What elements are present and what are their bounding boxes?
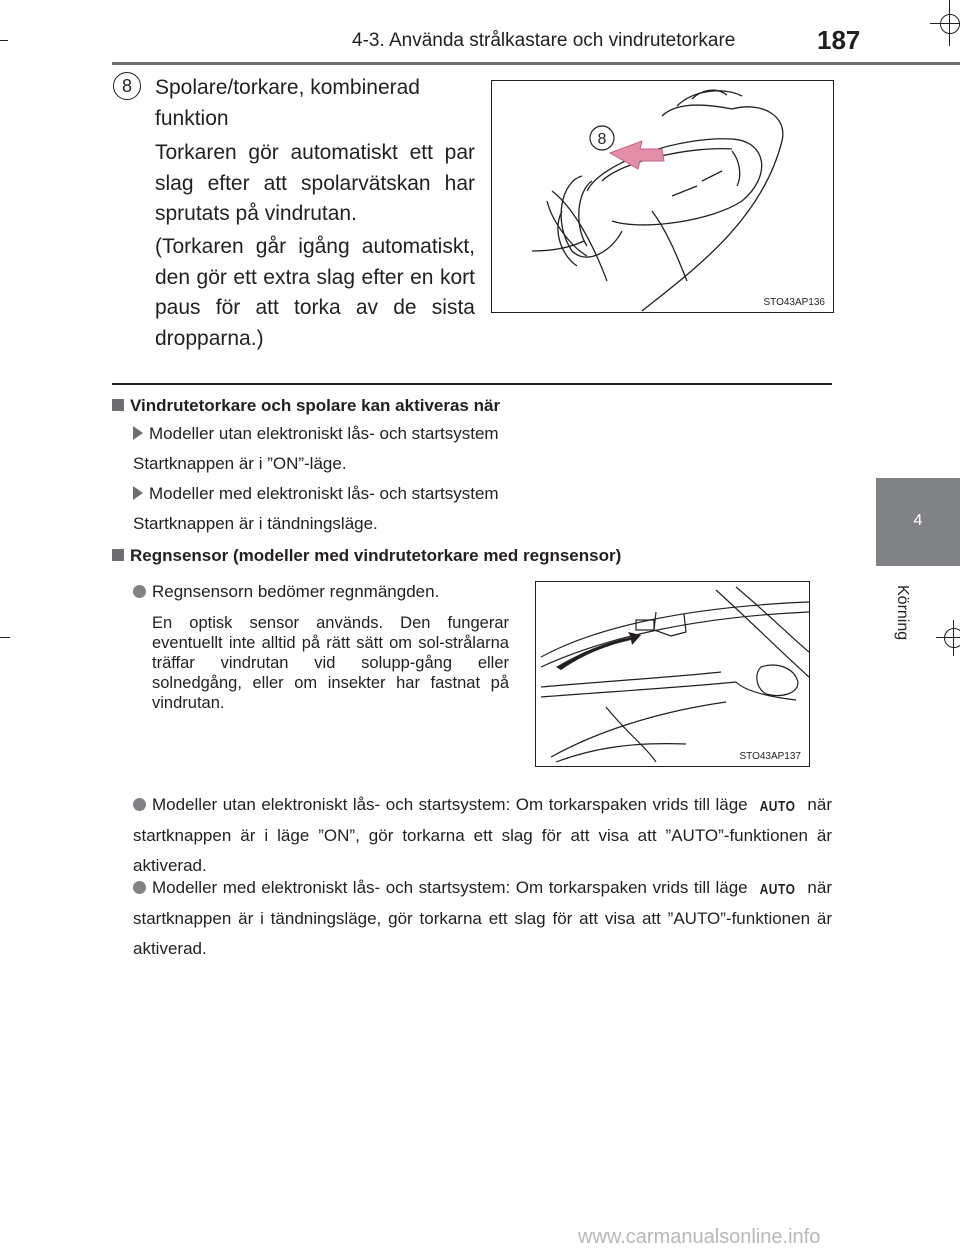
figure-wiper-lever bbox=[491, 80, 834, 313]
section-heading-text: Vindrutetorkare och spolare kan aktiveras när bbox=[130, 396, 501, 415]
crop-mark bbox=[953, 620, 954, 656]
circle-bullet-icon bbox=[133, 585, 146, 598]
list-item-text: Modeller utan elektroniskt lås- och startsystem bbox=[149, 424, 499, 443]
watermark: www.carmanualsonline.info bbox=[578, 1226, 821, 1248]
bullet-body: En optisk sensor används. Den fungerar eventuellt inte alltid på rätt sätt om sol-strålarna träffar vindrutan vid solupp-gång eller solnedgång, eller om insekter har fastnat på vindrutan. bbox=[152, 614, 509, 712]
windshield-illustration bbox=[536, 582, 809, 766]
page-number: 187 bbox=[817, 25, 861, 55]
registration-mark bbox=[940, 14, 960, 34]
item-paragraph: Torkaren gör automatiskt ett par slag efter att spolarvätskan har sprutats på vindrutan. bbox=[155, 141, 475, 225]
square-bullet-icon bbox=[112, 399, 124, 411]
header-rule bbox=[112, 62, 960, 65]
crop-mark bbox=[930, 23, 960, 24]
callout-number: 8 bbox=[597, 131, 607, 148]
bullet-item bbox=[133, 582, 439, 602]
circle-bullet-icon bbox=[133, 881, 146, 894]
figure-code: STO43AP136 bbox=[763, 297, 825, 308]
item-paragraph: (Torkaren går igång automatiskt, den gör ett extra slag efter en kort paus för att torka av de sista dropparna.) bbox=[155, 235, 475, 350]
list-item-detail: Startknappen är i ”ON”-läge. bbox=[133, 454, 347, 473]
bullet-item-text: Regnsensorn bedömer regnmängden. bbox=[152, 582, 440, 601]
list-item bbox=[133, 424, 499, 444]
figure-code: STO43AP137 bbox=[739, 751, 801, 762]
square-bullet-icon bbox=[112, 549, 124, 561]
list-item bbox=[133, 484, 499, 504]
list-item-text: Modeller med elektroniskt lås- och startsystem bbox=[149, 484, 499, 503]
triangle-bullet-icon bbox=[133, 486, 143, 500]
auto-mode-symbol: AUTO bbox=[759, 880, 796, 898]
crop-mark bbox=[936, 637, 960, 638]
bullet-item-text: när startknappen är i tändningsläge, gör torkarna ett slag för att visa att ”AUTO”-funktionen är aktiverad. bbox=[133, 878, 832, 958]
bullet-item bbox=[133, 790, 832, 881]
section-title: 4-3. Använda strålkastare och vindrutetorkare bbox=[352, 30, 736, 51]
triangle-bullet-icon bbox=[133, 426, 143, 440]
circle-bullet-icon bbox=[133, 798, 146, 811]
item-title-line: Spolare/torkare, kombinerad bbox=[155, 76, 420, 99]
arrow-icon bbox=[556, 632, 641, 670]
section-heading bbox=[112, 546, 621, 566]
crop-mark bbox=[0, 637, 10, 638]
chapter-label: Körning bbox=[894, 585, 911, 641]
chapter-tab bbox=[876, 478, 960, 566]
chapter-number: 4 bbox=[913, 512, 923, 529]
bullet-item-text: Modeller med elektroniskt lås- och startsystem: Om torkarspaken vrids till läge bbox=[152, 878, 748, 897]
bullet-item bbox=[133, 873, 832, 964]
list-item-detail: Startknappen är i tändningsläge. bbox=[133, 514, 378, 533]
bullet-item-text: när startknappen är i läge ”ON”, gör torkarna ett slag för att visa att ”AUTO”-funktionen är aktiverad. bbox=[133, 795, 832, 875]
wiper-lever-illustration bbox=[492, 81, 833, 312]
section-heading-text: Regnsensor (modeller med vindrutetorkare med regnsensor) bbox=[130, 546, 622, 565]
figure-rain-sensor bbox=[535, 581, 810, 767]
item-number-badge: 8 bbox=[113, 72, 141, 100]
section-heading bbox=[112, 396, 500, 416]
auto-mode-symbol: AUTO bbox=[759, 797, 796, 815]
registration-mark bbox=[944, 628, 960, 648]
bullet-item-text: Modeller utan elektroniskt lås- och startsystem: Om torkarspaken vrids till läge bbox=[152, 795, 748, 814]
item-title bbox=[155, 73, 475, 134]
crop-mark bbox=[0, 40, 8, 41]
section-divider bbox=[112, 383, 832, 385]
item-title-line: funktion bbox=[155, 106, 229, 130]
